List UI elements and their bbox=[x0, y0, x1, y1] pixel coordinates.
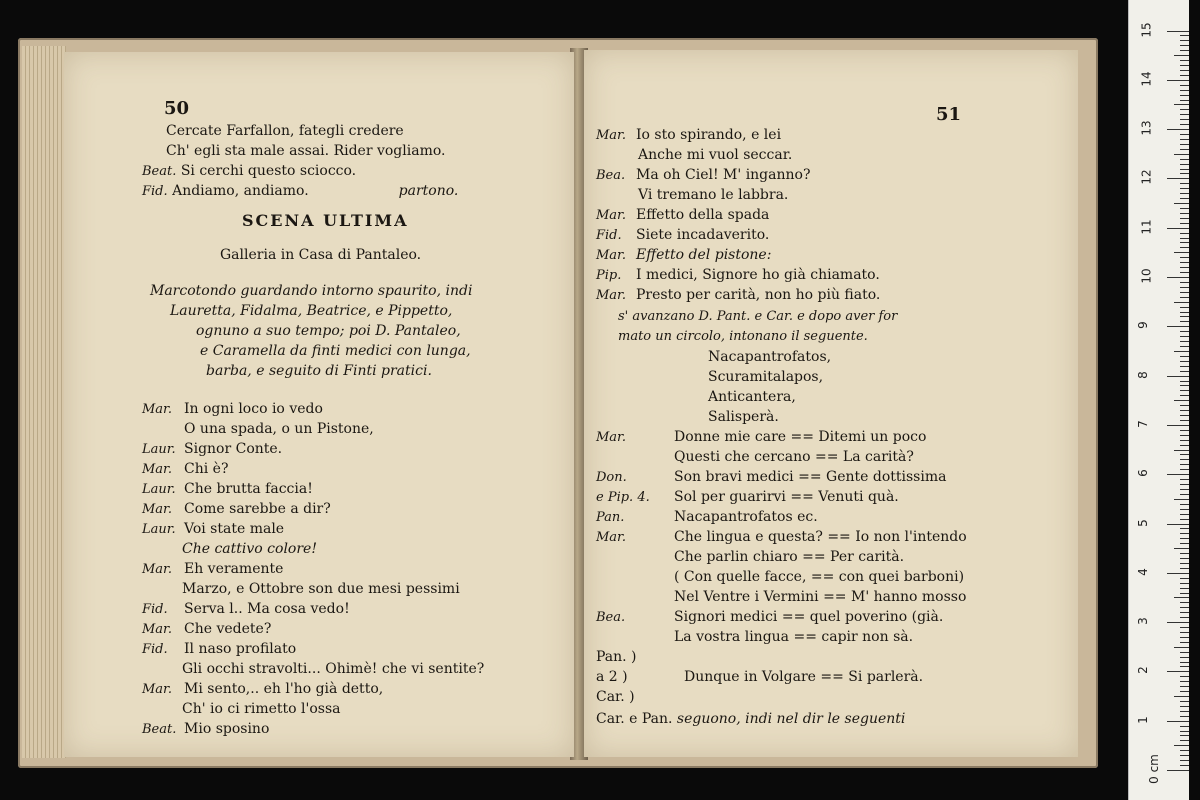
ruler-tick bbox=[1180, 617, 1189, 618]
ruler-tick bbox=[1174, 154, 1189, 155]
ruler-tick bbox=[1180, 282, 1189, 283]
dialogue-line: Pip. I medici, Signore ho già chiamato. bbox=[596, 267, 880, 283]
ruler-tick bbox=[1180, 307, 1189, 308]
ruler-tick bbox=[1180, 390, 1189, 391]
page-edges bbox=[22, 46, 66, 758]
a2-speaker: Car. ) bbox=[596, 689, 635, 705]
ruler-tick bbox=[1180, 218, 1189, 219]
ruler-tick bbox=[1180, 193, 1189, 194]
ruler-tick bbox=[1180, 385, 1189, 386]
ruler-tick bbox=[1180, 652, 1189, 653]
ruler-tick bbox=[1180, 543, 1189, 544]
dialogue-line: Mar. Effetto del pistone: bbox=[596, 247, 772, 263]
ruler-tick bbox=[1180, 119, 1189, 120]
ruler-tick bbox=[1180, 262, 1189, 263]
dialogue-line: Car. e Pan. seguono, indi nel dir le seguenti bbox=[596, 711, 906, 727]
ruler-label: 10 bbox=[1139, 268, 1154, 284]
ruler-tick bbox=[1167, 80, 1189, 81]
ruler-tick bbox=[1167, 376, 1189, 377]
ruler-tick bbox=[1180, 410, 1189, 411]
ruler-tick bbox=[1180, 316, 1189, 317]
ruler-label: 3 bbox=[1135, 617, 1150, 625]
ruler-tick bbox=[1180, 602, 1189, 603]
ruler-tick bbox=[1180, 666, 1189, 667]
chant-line: Salisperà. bbox=[708, 409, 779, 425]
ruler-tick bbox=[1180, 114, 1189, 115]
ruler-tick bbox=[1180, 287, 1189, 288]
ruler-tick bbox=[1180, 95, 1189, 96]
ruler-tick bbox=[1174, 499, 1189, 500]
ruler-tick bbox=[1167, 277, 1189, 278]
ruler-tick bbox=[1180, 159, 1189, 160]
ruler-tick bbox=[1180, 139, 1189, 140]
dialogue-line: Mar. Effetto della spada bbox=[596, 207, 770, 223]
chant-line: Anticantera, bbox=[708, 389, 796, 405]
ruler-tick bbox=[1180, 553, 1189, 554]
dialogue-line: Ch' io ci rimetto l'ossa bbox=[182, 701, 341, 717]
ruler-tick bbox=[1180, 731, 1189, 732]
ruler-tick bbox=[1180, 469, 1189, 470]
ruler-tick bbox=[1180, 691, 1189, 692]
dialogue-line: Laur. Che brutta faccia! bbox=[142, 481, 313, 497]
ruler-tick bbox=[1180, 454, 1189, 455]
dialogue-line: Fid. Il naso profilato bbox=[142, 641, 297, 657]
dialogue-line: Beat. Mio sposino bbox=[142, 721, 270, 737]
ruler-tick bbox=[1180, 735, 1189, 736]
ruler-tick bbox=[1167, 770, 1189, 771]
ruler-tick bbox=[1167, 178, 1189, 179]
ruler-tick bbox=[1180, 637, 1189, 638]
ruler-tick bbox=[1180, 371, 1189, 372]
a2-speaker: Pan. ) bbox=[596, 649, 637, 665]
ruler-tick bbox=[1167, 573, 1189, 574]
dialogue-line: O una spada, o un Pistone, bbox=[184, 421, 374, 437]
ruler-tick bbox=[1180, 144, 1189, 145]
scene-location: Galleria in Casa di Pantaleo. bbox=[220, 247, 422, 263]
ruler-tick bbox=[1180, 657, 1189, 658]
ruler-tick bbox=[1180, 632, 1189, 633]
ruler-tick bbox=[1180, 459, 1189, 460]
ruler-tick bbox=[1174, 597, 1189, 598]
dialogue-line: Mar. Mi sento,.. eh l'ho già detto, bbox=[142, 681, 384, 697]
ruler-tick bbox=[1180, 395, 1189, 396]
dialogue-line: Pan. Nacapantrofatos ec. bbox=[596, 509, 818, 525]
ruler-tick bbox=[1180, 40, 1189, 41]
ruler-tick bbox=[1180, 356, 1189, 357]
page-number: 50 bbox=[164, 98, 190, 119]
ruler-tick bbox=[1180, 188, 1189, 189]
scene-title: SCENA ULTIMA bbox=[242, 211, 409, 230]
stage-direction: e Caramella da finti medici con lunga, bbox=[200, 343, 471, 359]
dialogue-line: Mar. In ogni loco io vedo bbox=[142, 401, 323, 417]
ruler-tick bbox=[1174, 203, 1189, 204]
ruler-tick bbox=[1167, 425, 1189, 426]
ruler-tick bbox=[1180, 35, 1189, 36]
ruler-label: 5 bbox=[1135, 518, 1150, 527]
text-line: Cercate Farfallon, fategli credere bbox=[166, 123, 404, 139]
ruler-tick bbox=[1180, 134, 1189, 135]
ruler-tick bbox=[1180, 257, 1189, 258]
ruler-tick bbox=[1174, 548, 1189, 549]
ruler-label: 4 bbox=[1135, 567, 1150, 576]
dialogue-line: Che parlin chiaro == Per carità. bbox=[674, 549, 905, 565]
ruler-tick bbox=[1174, 104, 1189, 105]
ruler-tick bbox=[1174, 351, 1189, 352]
ruler-tick bbox=[1180, 519, 1189, 520]
ruler-tick bbox=[1180, 563, 1189, 564]
measuring-ruler bbox=[1128, 0, 1189, 800]
dialogue-line: e Pip. 4. Sol per guarirvi == Venuti quà. bbox=[596, 489, 899, 505]
ruler-tick bbox=[1180, 415, 1189, 416]
ruler-tick bbox=[1180, 435, 1189, 436]
ruler-tick bbox=[1167, 622, 1189, 623]
ruler-label: 6 bbox=[1135, 469, 1150, 478]
dialogue-line: Questi che cercano == La carità? bbox=[674, 449, 914, 465]
ruler-tick bbox=[1180, 642, 1189, 643]
ruler-tick bbox=[1180, 149, 1189, 150]
dialogue-line: Mar. Che lingua e questa? == Io non l'intendo bbox=[596, 529, 967, 545]
ruler-tick bbox=[1180, 124, 1189, 125]
ruler-tick bbox=[1180, 593, 1189, 594]
ruler-tick bbox=[1180, 662, 1189, 663]
dialogue-line: Laur. Voi state male bbox=[142, 521, 285, 537]
ruler-tick bbox=[1167, 524, 1189, 525]
ruler-label: 2 bbox=[1135, 666, 1150, 675]
ruler-tick bbox=[1180, 568, 1189, 569]
ruler-label: 11 bbox=[1139, 219, 1154, 235]
ruler-tick bbox=[1180, 706, 1189, 707]
dialogue-line: ( Con quelle facce, == con quei barboni) bbox=[674, 569, 965, 585]
ruler-tick bbox=[1180, 321, 1189, 322]
ruler-tick bbox=[1180, 514, 1189, 515]
ruler-tick bbox=[1180, 750, 1189, 751]
ruler-tick bbox=[1180, 312, 1189, 313]
ruler-tick bbox=[1180, 676, 1189, 677]
stage-direction: s' avanzano D. Pant. e Car. e dopo aver for bbox=[618, 309, 898, 324]
stage-direction: barba, e seguito di Finti pratici. bbox=[206, 363, 432, 379]
right-page bbox=[584, 50, 1078, 757]
ruler-tick bbox=[1180, 430, 1189, 431]
ruler-tick bbox=[1180, 489, 1189, 490]
ruler-tick bbox=[1180, 607, 1189, 608]
chant-line: Nacapantrofatos, bbox=[708, 349, 832, 365]
ruler-tick bbox=[1180, 504, 1189, 505]
ruler-tick bbox=[1180, 760, 1189, 761]
ruler-tick bbox=[1167, 671, 1189, 672]
dialogue-line: Gli occhi stravolti... Ohimè! che vi sentite? bbox=[182, 661, 485, 677]
ruler-tick bbox=[1180, 381, 1189, 382]
dialogue-line: Mar. Chi è? bbox=[142, 461, 229, 477]
dialogue-line: Laur. Signor Conte. bbox=[142, 441, 283, 457]
ruler-label: 8 bbox=[1135, 370, 1150, 379]
ruler-tick bbox=[1180, 361, 1189, 362]
stage-direction: Lauretta, Fidalma, Beatrice, e Pippetto, bbox=[170, 303, 453, 319]
ruler-tick bbox=[1180, 578, 1189, 579]
ruler-tick bbox=[1174, 696, 1189, 697]
ruler-tick bbox=[1174, 55, 1189, 56]
ruler-tick bbox=[1180, 445, 1189, 446]
ruler-tick bbox=[1174, 400, 1189, 401]
a2-line: Dunque in Volgare == Si parlerà. bbox=[684, 669, 924, 685]
stage-direction: mato un circolo, intonano il seguente. bbox=[618, 329, 868, 344]
ruler-tick bbox=[1180, 627, 1189, 628]
ruler-tick bbox=[1180, 223, 1189, 224]
ruler-tick bbox=[1180, 528, 1189, 529]
dialogue-line: Don. Son bravi medici == Gente dottissima bbox=[596, 469, 947, 485]
ruler-tick bbox=[1180, 50, 1189, 51]
dialogue-line: Bea. Ma oh Ciel! M' inganno? bbox=[596, 167, 811, 183]
ruler-tick bbox=[1180, 90, 1189, 91]
ruler-label: 1 bbox=[1135, 715, 1150, 724]
ruler-tick bbox=[1180, 533, 1189, 534]
ruler-tick bbox=[1180, 100, 1189, 101]
ruler-tick bbox=[1167, 326, 1189, 327]
ruler-tick bbox=[1180, 208, 1189, 209]
dialogue-line: Che cattivo colore! bbox=[182, 541, 317, 557]
ruler-label: 12 bbox=[1139, 169, 1154, 186]
ruler-tick bbox=[1180, 612, 1189, 613]
ruler-tick bbox=[1180, 740, 1189, 741]
ruler-tick bbox=[1180, 726, 1189, 727]
ruler-tick bbox=[1180, 701, 1189, 702]
ruler-tick bbox=[1180, 85, 1189, 86]
ruler-tick bbox=[1180, 538, 1189, 539]
ruler-tick bbox=[1180, 75, 1189, 76]
ruler-tick bbox=[1180, 440, 1189, 441]
ruler-tick bbox=[1180, 233, 1189, 234]
ruler-tick bbox=[1180, 45, 1189, 46]
ruler-tick bbox=[1180, 346, 1189, 347]
dialogue-line: Marzo, e Ottobre son due mesi pessimi bbox=[182, 581, 460, 597]
ruler-tick bbox=[1180, 297, 1189, 298]
ruler-tick bbox=[1180, 70, 1189, 71]
dialogue-line: Mar. Donne mie care == Ditemi un poco bbox=[596, 429, 927, 445]
ruler-tick bbox=[1180, 242, 1189, 243]
ruler-tick bbox=[1174, 647, 1189, 648]
ruler-tick bbox=[1167, 228, 1189, 229]
left-page bbox=[64, 52, 574, 757]
ruler-tick bbox=[1180, 247, 1189, 248]
ruler-tick bbox=[1180, 292, 1189, 293]
ruler-tick bbox=[1180, 164, 1189, 165]
text-line: Fid. Andiamo, andiamo. partono. bbox=[142, 183, 459, 199]
dialogue-line: Nel Ventre i Vermini == M' hanno mosso bbox=[674, 589, 967, 605]
chant-line: Scuramitalapos, bbox=[708, 369, 824, 385]
dialogue-line: Bea. Signori medici == quel poverino (già. bbox=[596, 609, 944, 625]
ruler-tick bbox=[1167, 31, 1189, 32]
ruler-label: 0 cm bbox=[1146, 754, 1161, 784]
ruler-tick bbox=[1180, 65, 1189, 66]
dialogue-line: Fid. Siete incadaverito. bbox=[596, 227, 770, 243]
dialogue-line: La vostra lingua == capir non sà. bbox=[674, 629, 914, 645]
ruler-tick bbox=[1180, 681, 1189, 682]
ruler-tick bbox=[1180, 686, 1189, 687]
ruler-tick bbox=[1180, 420, 1189, 421]
ruler-tick bbox=[1174, 302, 1189, 303]
ruler-tick bbox=[1180, 583, 1189, 584]
ruler-tick bbox=[1180, 331, 1189, 332]
ruler-tick bbox=[1180, 765, 1189, 766]
ruler-tick bbox=[1180, 341, 1189, 342]
stage-direction: Marcotondo guardando intorno spaurito, indi bbox=[150, 283, 473, 299]
ruler-tick bbox=[1180, 558, 1189, 559]
ruler-tick bbox=[1180, 711, 1189, 712]
ruler-tick bbox=[1180, 267, 1189, 268]
text-line: Ch' egli sta male assai. Rider vogliamo. bbox=[166, 143, 446, 159]
ruler-tick bbox=[1174, 252, 1189, 253]
ruler-tick bbox=[1180, 60, 1189, 61]
dialogue-line: Anche mi vuol seccar. bbox=[638, 147, 793, 163]
page-number: 51 bbox=[936, 104, 962, 125]
stage-direction: ognuno a suo tempo; poi D. Pantaleo, bbox=[196, 323, 461, 339]
ruler-tick bbox=[1167, 474, 1189, 475]
ruler-tick bbox=[1180, 588, 1189, 589]
dialogue-line: Mar. Che vedete? bbox=[142, 621, 272, 637]
ruler-tick bbox=[1180, 479, 1189, 480]
dialogue-line: Fid. Serva l.. Ma cosa vedo! bbox=[142, 601, 350, 617]
text-line: Beat. Si cerchi questo sciocco. bbox=[142, 163, 357, 179]
dialogue-line: Mar. Io sto spirando, e lei bbox=[596, 127, 782, 143]
a2-speaker: a 2 ) bbox=[596, 669, 628, 685]
dialogue-line: Mar. Come sarebbe a dir? bbox=[142, 501, 331, 517]
ruler-tick bbox=[1180, 464, 1189, 465]
ruler-tick bbox=[1180, 405, 1189, 406]
ruler-tick bbox=[1180, 366, 1189, 367]
ruler-tick bbox=[1180, 272, 1189, 273]
ruler-tick bbox=[1180, 198, 1189, 199]
ruler-label: 9 bbox=[1135, 321, 1150, 330]
ruler-tick bbox=[1180, 213, 1189, 214]
dialogue-line: Mar. Eh veramente bbox=[142, 561, 284, 577]
ruler-tick bbox=[1167, 129, 1189, 130]
ruler-tick bbox=[1180, 484, 1189, 485]
ruler-label: 15 bbox=[1139, 21, 1154, 38]
ruler-tick bbox=[1174, 450, 1189, 451]
ruler-tick bbox=[1167, 721, 1189, 722]
ruler-tick bbox=[1180, 238, 1189, 239]
ruler-tick bbox=[1180, 173, 1189, 174]
ruler-tick bbox=[1180, 109, 1189, 110]
ruler-tick bbox=[1180, 169, 1189, 170]
ruler-tick bbox=[1180, 716, 1189, 717]
ruler-tick bbox=[1180, 336, 1189, 337]
ruler-label: 14 bbox=[1139, 71, 1154, 87]
ruler-label: 7 bbox=[1135, 420, 1150, 428]
dialogue-line: Mar. Presto per carità, non ho più fiato. bbox=[596, 287, 881, 303]
ruler-tick bbox=[1180, 755, 1189, 756]
dialogue-line: Vi tremano le labbra. bbox=[638, 187, 789, 203]
ruler-tick bbox=[1174, 745, 1189, 746]
ruler-tick bbox=[1180, 183, 1189, 184]
ruler-tick bbox=[1180, 494, 1189, 495]
ruler-label: 13 bbox=[1139, 120, 1154, 136]
ruler-tick bbox=[1180, 509, 1189, 510]
